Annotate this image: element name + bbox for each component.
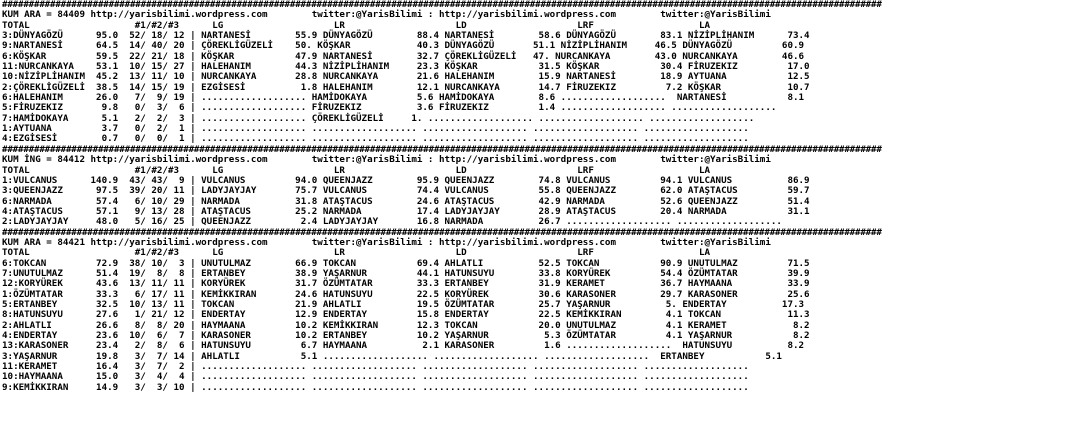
table-row: 8:HATUNSUYU 27.6 1/ 21/ 12 | ENDERTAY 12.9 ENDERTAY 15.8 ENDERTAY 22.5 KEMİKKIRAN 4.1 TOKCAN 11.3 (2, 309, 810, 321)
block-column-headers: TOTAL #1/#2/#3 LG LR LD LRF LA (2, 247, 711, 259)
report-block (0, 0, 1077, 145)
table-row: 5:FİRUZEKIZ 9.8 0/ 3/ 6 | ................... FİRUZEKIZ 3.6 FİRUZEKIZ 1.4 ................... ................... (2, 102, 777, 114)
table-row: 2:ÇÖREKLİGÜZELİ 38.5 14/ 15/ 19 | EZGİSESİ 1.8 HALEHANIM 12.1 NURCANKAYA 14.7 FİRUZEKIZ 7.2 KÖŞKAR 10.7 (2, 81, 810, 93)
table-row: 10:NİZİPLİHANIM 45.2 13/ 11/ 10 | NURCANKAYA 28.8 NURCANKAYA 21.6 HALEHANIM 15.9 NARTANESİ 18.9 AYTUANA 12.5 (2, 71, 810, 83)
table-row: 10:HAYMAANA 15.0 3/ 4/ 4 | ................... ................... ................... ................... ................... (2, 371, 749, 383)
table-row: 6:TOKCAN 72.9 38/ 10/ 3 | UNUTULMAZ 66.9 TOKCAN 69.4 AHLATLI 52.5 TOKCAN 90.9 UNUTULMAZ 71.5 (2, 257, 810, 269)
table-row: 3:QUEENJAZZ 97.5 39/ 20/ 11 | LADYJAYJAY 75.7 VULCANUS 74.4 VULCANUS 55.8 QUEENJAZZ 62.0 ATAŞTACUS 59.7 (2, 185, 810, 197)
table-row: 5:ERTANBEY 32.5 10/ 13/ 11 | TOKCAN 21.9 AHLATLI 19.5 ÖZÜMTATAR 25.7 YAŞARNUR 5. ENDERTAY 17.3 (2, 298, 805, 310)
table-row: 3:YAŞARNUR 19.8 3/ 7/ 14 | AHLATLI 5.1 ................... ................... ................... ERTANBEY 5.1 (2, 350, 782, 362)
table-row: 12:KORYÜREK 43.6 13/ 11/ 11 | KORYÜREK 31.7 ÖZÜMTATAR 33.3 ERTANBEY 31.9 KERAMET 36.7 HAYMAANA 33.9 (2, 278, 810, 290)
table-row: 4:ENDERTAY 23.6 10/ 6/ 7 | KARASONER 10.2 ERTANBEY 10.2 YAŞARNUR 5.3 ÖZÜMTATAR 4.1 YAŞARNUR 8.2 (2, 330, 810, 341)
table-row: 1:VULCANUS 140.9 43/ 43/ 9 | VULCANUS 94.0 QUEENJAZZ 95.9 QUEENJAZZ 74.8 VULCANUS 94.1 VULCANUS 86.9 (2, 174, 810, 186)
block-column-headers: TOTAL #1/#2/#3 LG LR LD LRF LA (2, 19, 711, 31)
table-row: 11:NURCANKAYA 53.1 10/ 15/ 27 | HALEHANIM 44.3 NİZİPLİHANIM 23.3 KÖŞKAR 31.5 KÖŞKAR 30.4 FİRUZEKIZ 17.0 (2, 61, 810, 73)
table-row: 4:EZGİSESİ 0.7 0/ 0/ 1 | ................... ................... ................... ................... ................... (2, 133, 749, 145)
block-header: KUM ARA = 84421 http://yarisbilimi.wordpress.com twitter:@YarisBilimi : http://yarisbilimi.wordpress.com twitter:@YarisBilimi (2, 236, 771, 248)
block-separator-top: ##################################################################################################################################################################### (2, 0, 882, 10)
table-row: 1:AYTUANA 3.7 0/ 2/ 1 | ................... ................... ................... ................... ................... (2, 123, 749, 135)
table-row: 13:KARASONER 23.4 2/ 8/ 6 | HATUNSUYU 6.7 HAYMAANA 2.1 KARASONER 1.6 ................... HATUNSUYU 8.2 (2, 340, 805, 352)
block-separator-top: ##################################################################################################################################################################### (2, 143, 882, 155)
block-header: KUM ARA = 84409 http://yarisbilimi.wordpress.com twitter:@YarisBilimi : http://yarisbilimi.wordpress.com twitter:@YarisBilimi (2, 9, 771, 21)
table-row: 9:KEMİKKIRAN 14.9 3/ 3/ 10 | ................... ................... ................... ................... ................... (2, 381, 749, 393)
table-row: 2:LADYJAYJAY 48.0 5/ 16/ 25 | QUEENJAZZ 2.4 LADYJAYJAY 16.8 NARMADA 26.7 ................... ................... (2, 216, 782, 228)
block-separator-top: ##################################################################################################################################################################### (2, 226, 882, 238)
table-row: 1:ÖZÜMTATAR 33.3 6/ 17/ 11 | KEMİKKIRAN 24.6 HATUNSUYU 22.5 KORYÜREK 30.6 KARASONER 29.7 KARASONER 25.6 (2, 288, 810, 300)
table-row: 4:ATAŞTACUS 57.1 9/ 13/ 28 | ATAŞTACUS 25.2 NARMADA 17.4 LADYJAYJAY 28.9 ATAŞTACUS 20.4 NARMADA 31.1 (2, 205, 810, 217)
block-column-headers: TOTAL #1/#2/#3 LG LR LD LRF LA (2, 164, 711, 176)
table-row: 11:KERAMET 16.4 3/ 7/ 2 | ................... ................... ................... ................... ................... (2, 361, 749, 373)
block-header: KUM İNG = 84412 http://yarisbilimi.wordpress.com twitter:@YarisBilimi : http://yarisbilimi.wordpress.com twitter:@YarisBilimi (2, 154, 771, 166)
report-block (0, 145, 1077, 228)
table-row: 7:UNUTULMAZ 51.4 19/ 8/ 8 | ERTANBEY 38.9 YAŞARNUR 44.1 HATUNSUYU 33.8 KORYÜREK 54.4 ÖZÜMTATAR 39.9 (2, 267, 810, 279)
table-row: 6:HALEHANIM 26.0 7/ 9/ 19 | ................... HAMİDOKAYA 5.6 HAMİDOKAYA 8.6 ................... NARTANESİ 8.1 (2, 92, 805, 104)
table-row: 7:HAMİDOKAYA 5.1 2/ 2/ 3 | ................... ÇÖREKLİGÜZELİ 1. ................... ................... ................... (2, 112, 755, 124)
table-row: 6:KÖŞKAR 59.5 22/ 21/ 18 | KÖŞKAR 47.9 NARTANESİ 32.7 ÇÖREKLİGÜZELİ 47. NURCANKAYA 43.0 NURCANKAYA 46.6 (2, 50, 805, 62)
table-row: 2:AHLATLI 26.6 8/ 8/ 20 | HAYMAANA 10.2 KEMİKKIRAN 12.3 TOKCAN 20.0 UNUTULMAZ 4.1 KERAMET 8.2 (2, 319, 810, 331)
report-block (0, 228, 1077, 394)
table-row: 6:NARMADA 57.4 6/ 10/ 29 | NARMADA 31.8 ATAŞTACUS 24.6 ATAŞTACUS 42.9 NARMADA 52.6 QUEENJAZZ 51.4 (2, 195, 810, 207)
table-row: 9:NARTANESİ 64.5 14/ 40/ 20 | ÇÖREKLİGÜZELİ 50. KÖŞKAR 40.3 DÜNYAGÖZÜ 51.1 NİZİPLİHANIM 46.5 DÜNYAGÖZÜ 60.9 (2, 40, 805, 52)
table-row: 3:DÜNYAGÖZÜ 95.0 52/ 18/ 12 | NARTANESİ 55.9 DÜNYAGÖZÜ 88.4 NARTANESİ 58.6 DÜNYAGÖZÜ 83.1 NİZİPLİHANIM 73.4 (2, 30, 810, 42)
